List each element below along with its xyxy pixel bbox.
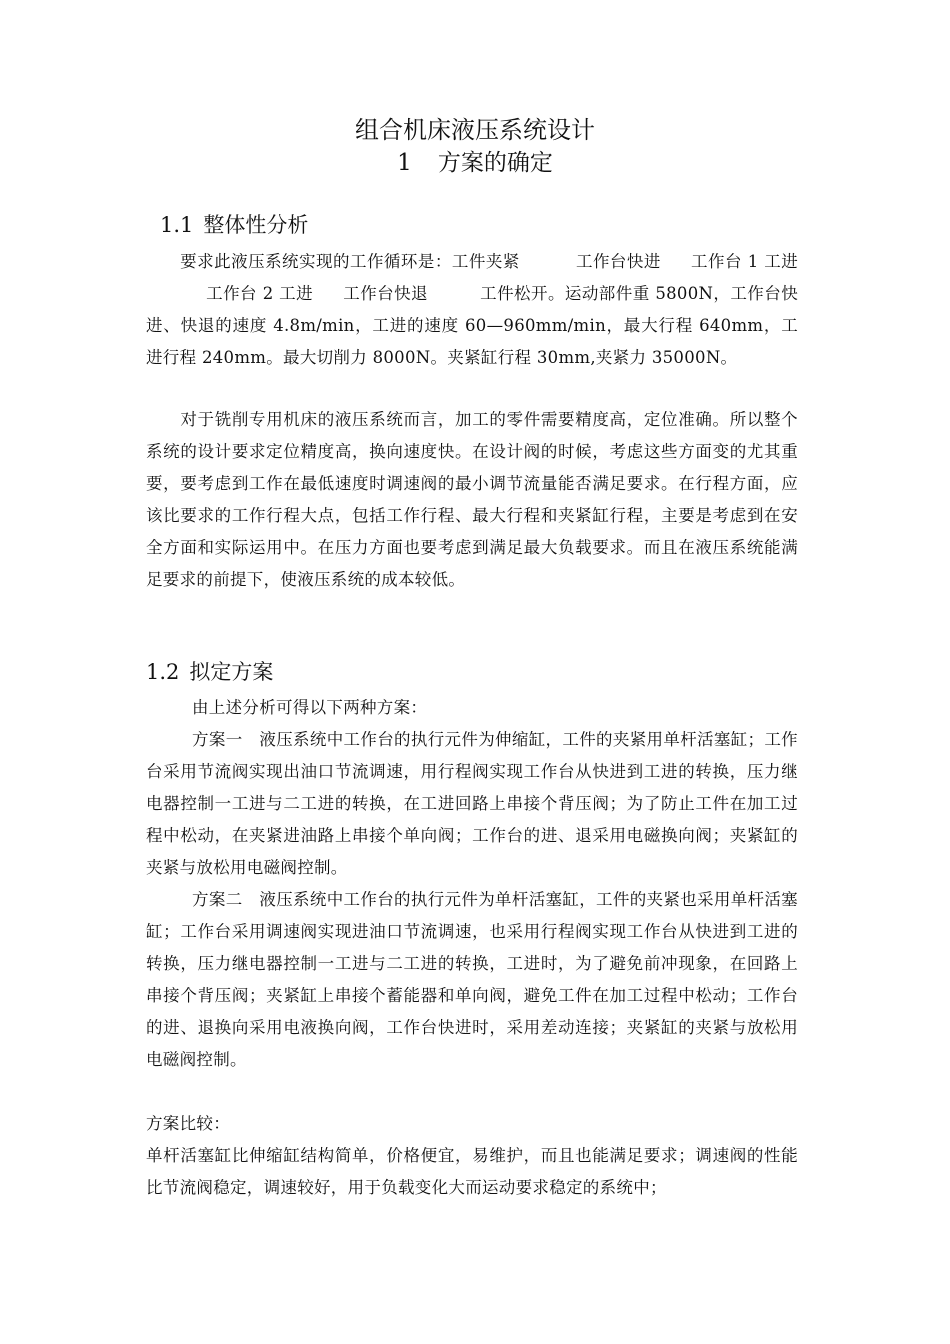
paragraph-text: 方案二 液压系统中工作台的执行元件为单杆活塞缸，工件的夹紧也采用单杆活塞缸；工作台采用调速阀实现进油口节流调速，也采用行程阀实现工作台从快进到工进的转换，压力继电器控制一工进与二工进的转换，工进时，为了避免前冲现象，在回路上串接个背压阀；夹紧缸上串接个蓄能器和单向阀，避免工件在加工过程中松动；工作台的进、退换向采用电液换向阀，工作台快进时，采用差动连接；夹紧缸的夹紧与放松用电磁阀控制。 [146, 890, 798, 1069]
paragraph-text: 对于铣削专用机床的液压系统而言，加工的零件需要精度高，定位准确。所以整个系统的设计要求定位精度高，换向速度快。在设计阀的时候，考虑这些方面变的尤其重要，要考虑到工作在最低速度时调速阀的最小调节流量能否满足要求。在行程方面，应该比要求的工作行程大点，包括工作行程、最大行程和夹紧缸行程，主要是考虑到在安全方面和实际运用中。在压力方面也要考虑到满足最大负载要求。而且在液压系统能满足要求的前提下，使液压系统的成本较低。 [146, 410, 798, 589]
paragraph-intro [146, 692, 798, 724]
paragraph-comparison-heading: 方案比较： [146, 1114, 230, 1133]
cycle-step-text: 工作台快退 [343, 284, 428, 303]
section-number: 1.1 [160, 213, 194, 237]
cycle-step-text: 工作台 2 工进 [206, 284, 314, 303]
chapter-number: 1 [397, 150, 412, 176]
paragraph-scheme-1 [146, 724, 798, 884]
section-heading-1-2 [146, 656, 273, 686]
paragraph-work-cycle [146, 246, 798, 374]
section-heading-1-1 [160, 209, 308, 239]
paragraph-text: 方案一 液压系统中工作台的执行元件为伸缩缸，工件的夹紧用单杆活塞缸；工作台采用节流阀实现出油口节流调速，用行程阀实现工作台从快进到工进的转换，压力继电器控制一工进与二工进的转换，在工进回路上串接个背压阀；为了防止工件在加工过程中松动，在夹紧进油路上串接个单向阀；工作台的进、退采用电磁换向阀；夹紧缸的夹紧与放松用电磁阀控制。 [146, 730, 798, 877]
paragraph-text: 由上述分析可得以下两种方案： [192, 698, 428, 717]
cycle-step-text: 工件松开。运动部件重 5800N，工作台快进、快退的速度 4.8m/min，工进的速度 60—960mm/min，最大行程 640mm，工进行程 240mm。最大切削力 8000N。夹紧缸行程 30mm,夹紧力 35000N。 [146, 284, 799, 367]
section-label: 整体性分析 [203, 213, 309, 237]
cycle-step-text: 要求此液压系统实现的工作循环是：工件夹紧 [180, 252, 520, 271]
chapter-heading [0, 144, 950, 177]
document-title: 组合机床液压系统设计 [355, 116, 595, 144]
paragraph-comparison: 单杆活塞缸比伸缩缸结构简单，价格便宜，易维护，而且也能满足要求；调速阀的性能比节流阀稳定，调速较好，用于负载变化大而运动要求稳定的系统中； [146, 1146, 798, 1197]
paragraph-scheme-2 [146, 884, 798, 1076]
section-label: 拟定方案 [189, 660, 274, 684]
cycle-step-text: 工作台快进 [575, 252, 661, 271]
section-number: 1.2 [146, 660, 180, 684]
chapter-label: 方案的确定 [437, 150, 553, 176]
cycle-step-text: 工作台 1 工进 [690, 252, 799, 271]
paragraph-analysis [146, 404, 798, 596]
